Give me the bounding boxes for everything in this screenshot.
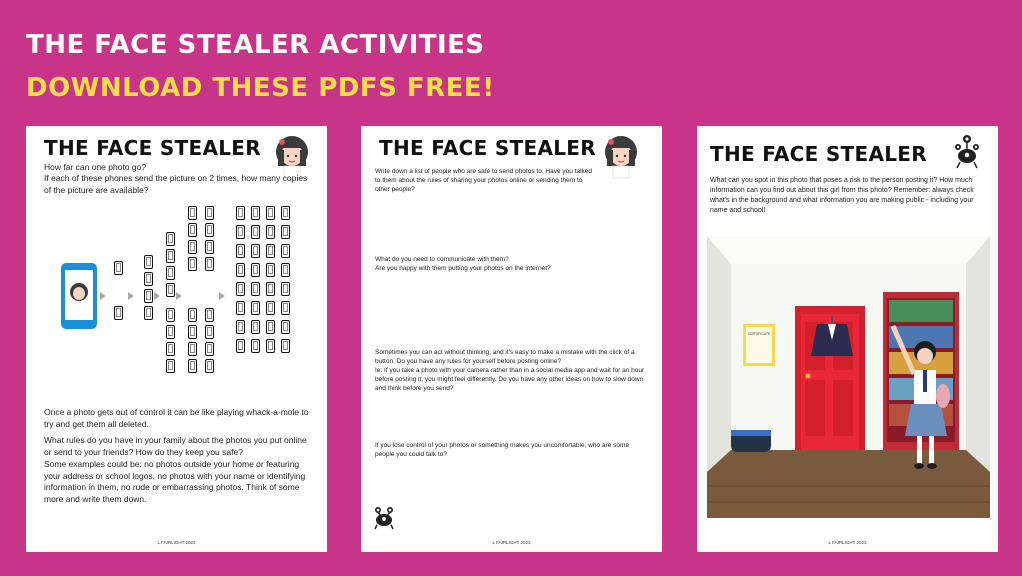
- phone-icon: [251, 244, 260, 258]
- phone-icon: [205, 325, 214, 339]
- worksheet-page-2[interactable]: [361, 126, 662, 552]
- phone-icon: [251, 225, 260, 239]
- phone-icon: [205, 359, 214, 373]
- phone-icon: [188, 223, 197, 237]
- arrow-icon: [176, 292, 182, 300]
- phone-icon: [144, 255, 153, 269]
- phone-icon: [281, 263, 290, 277]
- question-rules-before-posting: Sometimes you can act without thinking, and it's easy to make a mistake with the click of a button. Do you have any rules for yourself before posting online?: [375, 349, 635, 365]
- phone-icon: [251, 282, 260, 296]
- phone-icon: [236, 282, 245, 296]
- phone-icon: [188, 257, 197, 271]
- phone-icon: [236, 206, 245, 220]
- intro-text: What can you spot in this photo that poses a risk to the person posting it? How much information can you find out about this girl from this photo? Remember: always check what's in the background and what information you are making public - including your name and school!: [710, 177, 974, 214]
- phone-icon: [188, 325, 197, 339]
- phone-icon: [236, 301, 245, 315]
- phone-icon: [144, 289, 153, 303]
- question-safe-people: Write down a list of people who are safe to send photos to. Have you talked to them about the rules of sharing your photos online or sending them to other people?: [375, 168, 593, 193]
- monster-icon: [371, 504, 397, 530]
- phone-icon: [114, 261, 123, 275]
- question-internet: Are you happy with them putting your photos on the internet?: [375, 265, 551, 272]
- banner-subtitle: DOWNLOAD THESE PDFS FREE!: [26, 73, 495, 103]
- page-title: THE FACE STEALER: [379, 136, 596, 160]
- question-communicate: What do you need to communicate with them?: [375, 256, 509, 263]
- phone-icon: [281, 225, 290, 239]
- arrow-icon: [219, 292, 225, 300]
- phone-icon: [266, 206, 275, 220]
- intro-line-2: If each of these phones send the picture on 2 times, how many copies of the picture are available?: [44, 173, 308, 195]
- phone-icon: [205, 308, 214, 322]
- phone-icon: [205, 240, 214, 254]
- phone-icon: [166, 359, 175, 373]
- phone-icon: [236, 244, 245, 258]
- phone-icon: [281, 282, 290, 296]
- phone-icon: [251, 301, 260, 315]
- phone-icon: [266, 301, 275, 315]
- arrow-icon: [128, 292, 134, 300]
- phone-icon: [205, 342, 214, 356]
- page-title: THE FACE STEALER: [710, 142, 927, 166]
- phone-icon: [166, 308, 175, 322]
- paragraph-family-rules: What rules do you have in your family about the photos you put online or send to your friends? How do they keep you safe?: [44, 435, 307, 457]
- phone-icon: [188, 359, 197, 373]
- question-who-to-talk-to: If you lose control of your photos or something makes you uncomfortable, who are some people you could talk to?: [375, 442, 629, 458]
- phone-icon: [281, 339, 290, 353]
- phone-icon: [166, 249, 175, 263]
- phone-icon: [236, 225, 245, 239]
- phone-icon: [144, 272, 153, 286]
- page-footer: L FAIRLIGHT 2023: [157, 540, 196, 545]
- phone-icon: [266, 320, 275, 334]
- page-title: THE FACE STEALER: [44, 136, 261, 160]
- certificate-label: CERTIFICATE: [747, 332, 771, 336]
- phone-icon: [266, 339, 275, 353]
- phone-icon: [188, 240, 197, 254]
- phone-icon: [236, 320, 245, 334]
- banner-title: THE FACE STEALER ACTIVITIES: [26, 30, 485, 60]
- phone-icon: [281, 206, 290, 220]
- phone-icon: [144, 306, 153, 320]
- phone-icon: [251, 206, 260, 220]
- paragraph-whack-a-mole: Once a photo gets out of control it can be like playing whack-a-mole to try and get them all deleted.: [44, 407, 309, 429]
- phone-icon: [188, 342, 197, 356]
- phone-icon: [166, 283, 175, 297]
- phone-icon: [205, 257, 214, 271]
- phone-icon: [166, 232, 175, 246]
- worksheet-page-1[interactable]: [26, 126, 327, 552]
- source-phone-icon: [61, 263, 97, 329]
- monster-icon: [952, 132, 982, 170]
- phone-icon: [251, 339, 260, 353]
- arrow-icon: [100, 292, 106, 300]
- phone-icon: [236, 263, 245, 277]
- phone-icon: [251, 320, 260, 334]
- phone-icon: [281, 244, 290, 258]
- phone-icon: [266, 225, 275, 239]
- page-footer: L FAIRLIGHT 2023: [828, 540, 867, 545]
- phone-icon: [166, 342, 175, 356]
- phone-icon: [166, 266, 175, 280]
- page-footer: L FAIRLIGHT 2023: [492, 540, 531, 545]
- phone-icon: [188, 308, 197, 322]
- phone-icon: [166, 325, 175, 339]
- worksheet-page-3[interactable]: [697, 126, 998, 552]
- phone-icon: [114, 306, 123, 320]
- phone-icon: [236, 339, 245, 353]
- paragraph-examples: Some examples could be: no photos outside your home or featuring your address or school logos, no photos with your name or identifying information in them, no rude or embarrassing photos. Think of some more and write them down.: [44, 459, 306, 504]
- question-slow-down: Ie: If you take a photo with your camera rather than in a social media app and wait for an hour before posting it, you might feel differently. Do you have any other ideas on how to slow down and think before you send?: [375, 367, 645, 392]
- phone-icon: [205, 223, 214, 237]
- phone-icon: [281, 320, 290, 334]
- phone-icon: [266, 244, 275, 258]
- room-scene-illustration: [707, 236, 990, 518]
- phone-icon: [281, 301, 290, 315]
- phone-icon: [188, 206, 197, 220]
- phone-icon: [266, 282, 275, 296]
- phone-icon: [251, 263, 260, 277]
- phone-icon: [205, 206, 214, 220]
- intro-line-1: How far can one photo go?: [44, 162, 147, 172]
- girl-avatar-icon: [599, 130, 643, 180]
- phone-icon: [266, 263, 275, 277]
- arrow-icon: [154, 292, 160, 300]
